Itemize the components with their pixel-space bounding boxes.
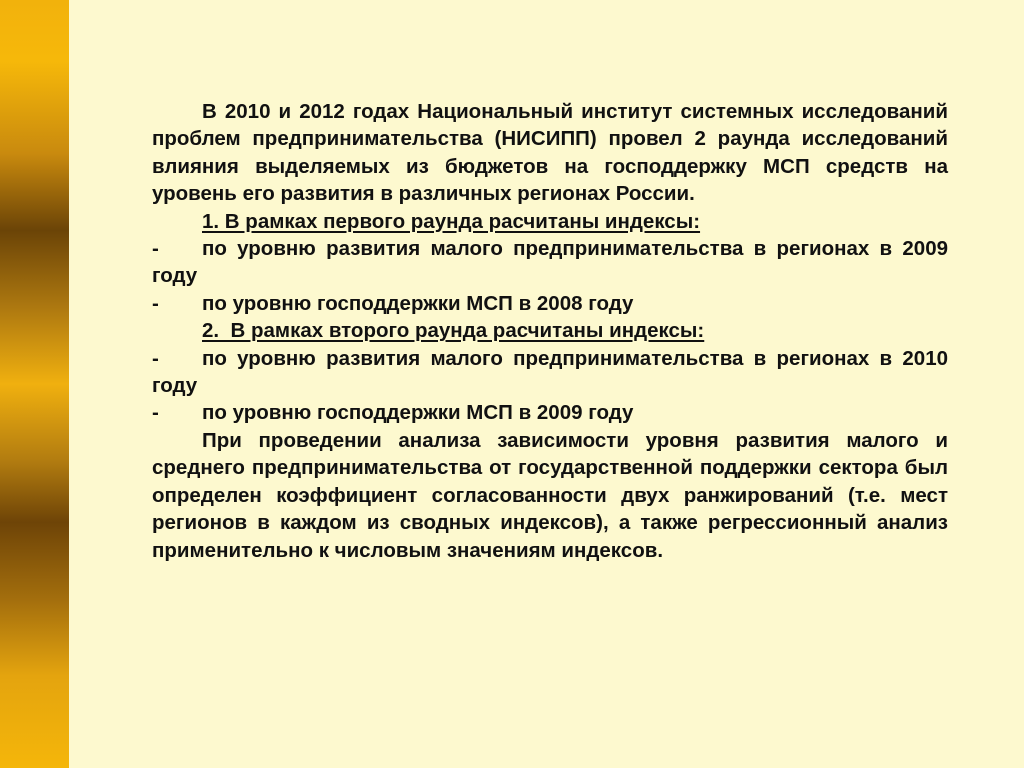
- round2-item-2: [152, 399, 948, 426]
- dash-marker: -: [152, 291, 159, 315]
- round1-item-2: [152, 290, 948, 317]
- round2-heading: [152, 317, 948, 344]
- decorative-side-band: [0, 0, 69, 768]
- conclusion-paragraph: При проведении анализа зависимости уровня развития малого и среднего предпринимательства от государственной поддержки сектора был определен коэффициент согласованности двух ранжирований (т.е. мест регионов в каждом из сводных индексов), а также регрессионный анализ применительно к числовым значениям индексов.: [152, 428, 948, 562]
- round2-item-1: [152, 345, 948, 400]
- round1-heading-text: 1. В рамках первого раунда расчитаны индексы:: [202, 209, 701, 233]
- intro-paragraph: В 2010 и 2012 годах Национальный институт системных исследований проблем предпринимательства (НИСИПП) провел 2 раунда исследований влияния выделяемых из бюджетов на господдержку МСП средств на уровень его развития в различных регионах России.: [152, 100, 948, 206]
- round1-item-2-text: по уровню господдержки МСП в 2008 году: [202, 291, 634, 315]
- round1-item-1: [152, 235, 948, 290]
- round2-item-2-text: по уровню господдержки МСП в 2009 году: [202, 401, 634, 425]
- dash-marker: -: [152, 346, 159, 370]
- dash-marker: -: [152, 401, 159, 425]
- round1-item-1-text: по уровню развития малого предпринимательства в регионах в 2009 году: [152, 237, 948, 288]
- slide-text-block: [152, 98, 948, 564]
- dash-marker: -: [152, 237, 159, 261]
- round2-heading-text: 2. В рамках второго раунда расчитаны индексы:: [202, 319, 705, 343]
- round1-heading: [152, 208, 948, 235]
- round2-item-1-text: по уровню развития малого предпринимательства в регионах в 2010 году: [152, 346, 948, 398]
